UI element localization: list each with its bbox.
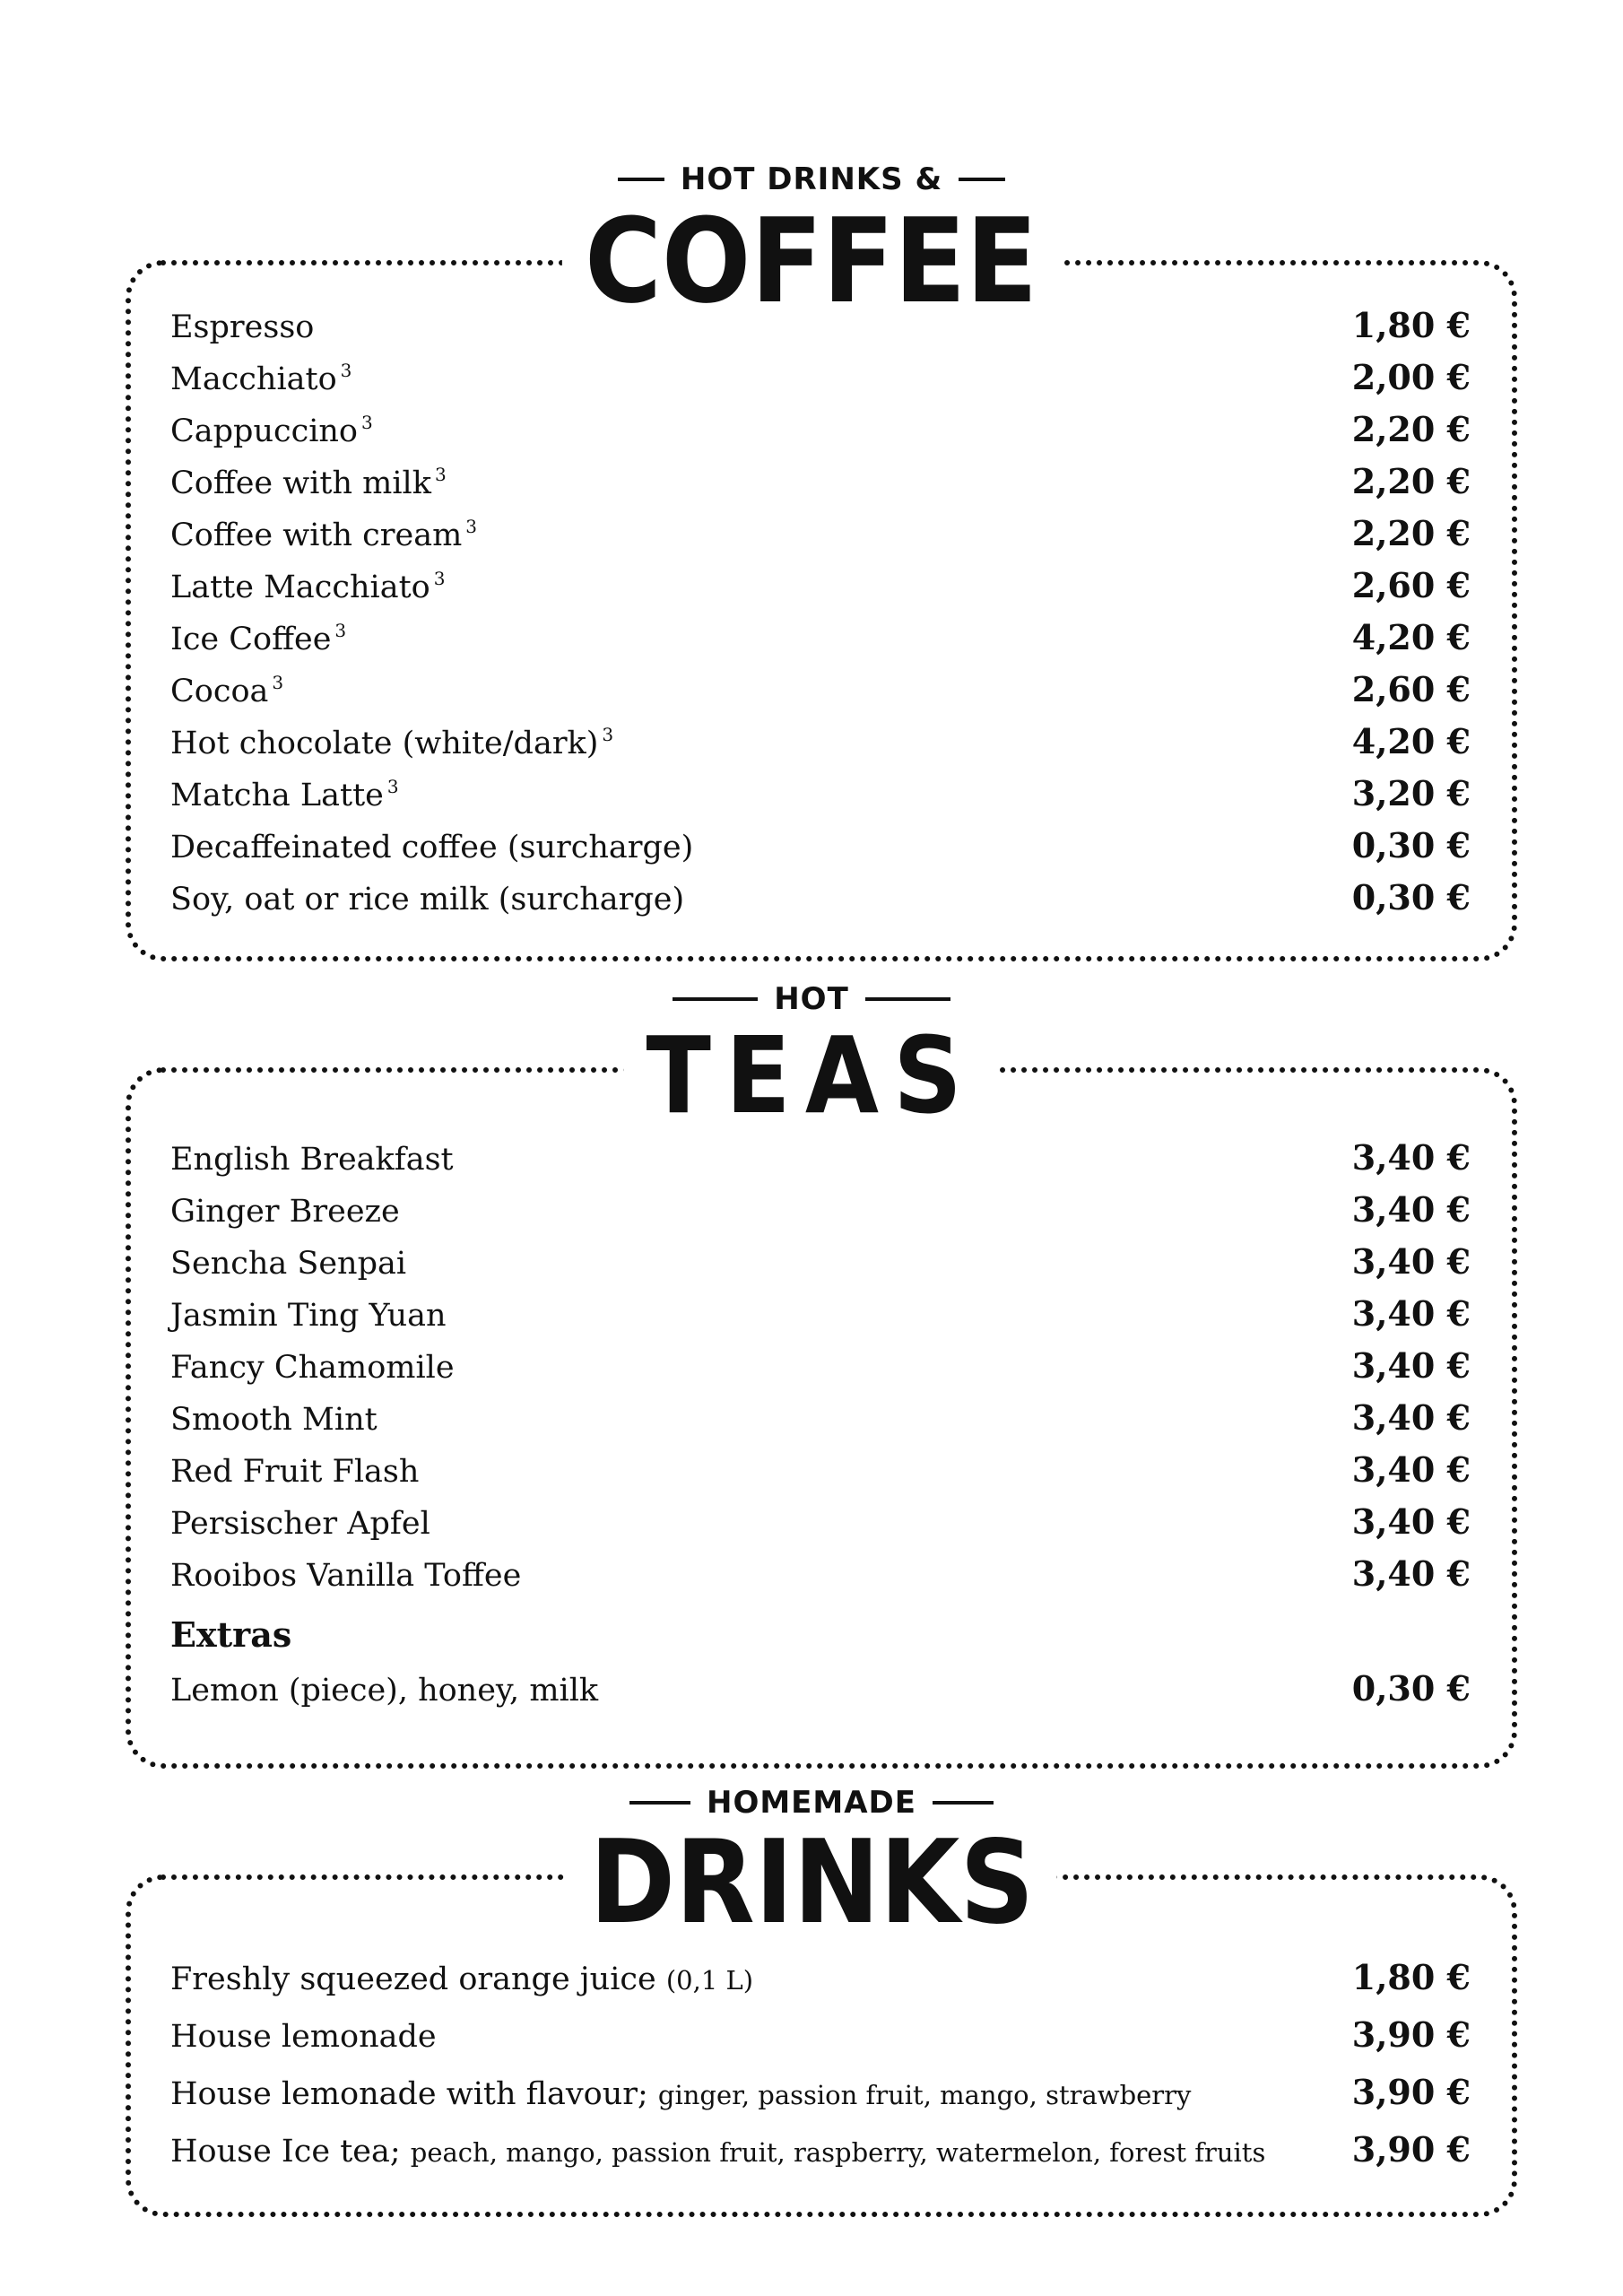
drinks-title: DRINKS [567, 1826, 1056, 1941]
footnote-marker: 3 [433, 568, 446, 589]
item-name [170, 1350, 455, 1386]
item-price: 3,90 € [1351, 2014, 1471, 2055]
divider [629, 1801, 690, 1805]
item-name [170, 620, 346, 657]
item-name [170, 882, 684, 918]
item-price: 2,60 € [1351, 565, 1471, 605]
item-price: 2,20 € [1351, 513, 1471, 553]
footnote-marker: 3 [465, 516, 477, 537]
footnote-marker: 3 [434, 464, 447, 485]
drinks-kicker [0, 1785, 1623, 1821]
list-item [170, 305, 1471, 352]
item-name-text: Coffee with milk [170, 465, 431, 501]
item-name [170, 1402, 378, 1438]
item-name [170, 464, 447, 501]
item-name [170, 2019, 437, 2055]
item-price: 3,40 € [1351, 1553, 1471, 1594]
item-name [170, 1142, 454, 1178]
list-item [170, 2014, 1471, 2061]
list-item [170, 669, 1471, 716]
divider [865, 997, 950, 1001]
list-item [170, 877, 1471, 924]
item-price: 3,40 € [1351, 1449, 1471, 1490]
list-item [170, 1241, 1471, 1288]
coffee-kicker [0, 161, 1623, 197]
teas-header [0, 981, 1623, 1137]
item-name-text: Sencha Senpai [170, 1246, 407, 1282]
item-price: 4,20 € [1351, 617, 1471, 657]
item-name-text: Decaffeinated coffee (surcharge) [170, 830, 694, 865]
item-detail: (0,1 L) [665, 1965, 754, 1996]
item-price: 2,20 € [1351, 409, 1471, 449]
item-price: 3,40 € [1351, 1189, 1471, 1230]
item-price: 2,20 € [1351, 461, 1471, 501]
item-name-text: Cocoa [170, 674, 269, 709]
item-name [170, 672, 283, 709]
item-price: 3,20 € [1351, 773, 1471, 813]
item-name [170, 1558, 521, 1594]
item-name [170, 1506, 430, 1542]
list-item [170, 721, 1471, 768]
item-name [170, 1298, 447, 1334]
item-name [170, 412, 373, 449]
footnote-marker: 3 [361, 412, 373, 433]
item-name [170, 568, 445, 605]
item-price: 0,30 € [1351, 877, 1471, 918]
item-name-text: Smooth Mint [170, 1402, 378, 1438]
list-item [170, 1345, 1471, 1392]
item-price: 2,60 € [1351, 669, 1471, 709]
list-item [170, 1957, 1471, 2004]
item-name [170, 2134, 1265, 2170]
item-name-text: Jasmin Ting Yuan [170, 1298, 447, 1334]
list-item [170, 513, 1471, 560]
item-price: 3,90 € [1351, 2129, 1471, 2170]
item-name-text: Persischer Apfel [170, 1506, 430, 1542]
footnote-marker: 3 [386, 776, 399, 797]
item-name-text: Cappuccino [170, 413, 359, 449]
list-item [170, 773, 1471, 820]
item-name-text: Espresso [170, 309, 315, 345]
item-name [170, 516, 477, 553]
item-price: 3,40 € [1351, 1501, 1471, 1542]
list-item [170, 357, 1471, 404]
item-name [170, 360, 352, 397]
item-name-text: Soy, oat or rice milk (surcharge) [170, 882, 685, 918]
list-item [170, 1668, 1471, 1715]
divider [959, 178, 1005, 181]
footnote-marker: 3 [334, 620, 347, 641]
teas-kicker [0, 981, 1623, 1017]
item-name-text: English Breakfast [170, 1142, 454, 1178]
list-item [170, 1501, 1471, 1548]
item-name [170, 309, 314, 345]
item-name: Lemon (piece), honey, milk [170, 1673, 599, 1709]
item-name-text: Hot chocolate (white/dark) [170, 726, 599, 761]
item-detail: ginger, passion fruit, mango, strawberry [657, 2080, 1192, 2110]
item-name-text: Ginger Breeze [170, 1194, 400, 1230]
divider [673, 997, 758, 1001]
item-price: 2,00 € [1351, 357, 1471, 397]
extras-heading: Extras [170, 1614, 292, 1655]
list-item [170, 461, 1471, 508]
item-price: 0,30 € [1351, 825, 1471, 865]
footnote-marker: 3 [602, 724, 614, 745]
item-name-text: Rooibos Vanilla Toffee [170, 1558, 522, 1594]
list-item [170, 409, 1471, 456]
item-name-text: Ice Coffee [170, 622, 332, 657]
list-item [170, 2129, 1471, 2176]
list-item [170, 1189, 1471, 1236]
footnote-marker: 3 [340, 360, 352, 381]
list-item [170, 1293, 1471, 1340]
item-name [170, 1961, 753, 1997]
item-price: 1,80 € [1351, 1957, 1471, 1997]
item-price: 3,40 € [1351, 1345, 1471, 1386]
list-item [170, 1553, 1471, 1600]
list-item [170, 1137, 1471, 1184]
list-item [170, 1449, 1471, 1496]
item-price: 3,40 € [1351, 1397, 1471, 1438]
item-name-text: Matcha Latte [170, 778, 384, 813]
item-price: 3,40 € [1351, 1137, 1471, 1178]
coffee-title: COFFEE [562, 203, 1060, 319]
drinks-header [0, 1785, 1623, 1950]
list-item [170, 825, 1471, 872]
item-name-text: Latte Macchiato [170, 570, 430, 605]
list-item [170, 2072, 1471, 2118]
teas-title: TEAS [624, 1022, 1000, 1128]
item-name-text: Freshly squeezed orange juice [170, 1961, 656, 1997]
item-name-text: House lemonade with flavour; [170, 2076, 648, 2112]
item-name [170, 1246, 406, 1282]
item-price: 0,30 € [1351, 1668, 1471, 1709]
drinks-kicker-text: HOMEMADE [706, 1785, 916, 1821]
item-price: 4,20 € [1351, 721, 1471, 761]
list-item [170, 565, 1471, 612]
item-name-text: Red Fruit Flash [170, 1454, 420, 1490]
item-price: 1,80 € [1351, 305, 1471, 345]
item-price: 3,40 € [1351, 1293, 1471, 1334]
item-name-text: House lemonade [170, 2019, 437, 2055]
list-item [170, 617, 1471, 664]
item-price: 3,90 € [1351, 2072, 1471, 2112]
item-price: 3,40 € [1351, 1241, 1471, 1282]
item-name [170, 1194, 400, 1230]
item-name-text: Macchiato [170, 361, 337, 397]
item-name [170, 724, 613, 761]
item-name [170, 2076, 1191, 2112]
divider [933, 1801, 994, 1805]
footnote-marker: 3 [272, 672, 284, 693]
item-detail: peach, mango, passion fruit, raspberry, watermelon, forest fruits [410, 2137, 1266, 2168]
item-name-text: Coffee with cream [170, 517, 463, 553]
item-name [170, 1454, 419, 1490]
divider [618, 178, 664, 181]
item-name-text: House Ice tea; [170, 2134, 401, 2170]
item-name-text: Fancy Chamomile [170, 1350, 455, 1386]
list-item [170, 1397, 1471, 1444]
teas-kicker-text: HOT [774, 981, 849, 1017]
coffee-kicker-text: HOT DRINKS & [680, 161, 943, 197]
item-name [170, 776, 399, 813]
item-name [170, 830, 693, 865]
